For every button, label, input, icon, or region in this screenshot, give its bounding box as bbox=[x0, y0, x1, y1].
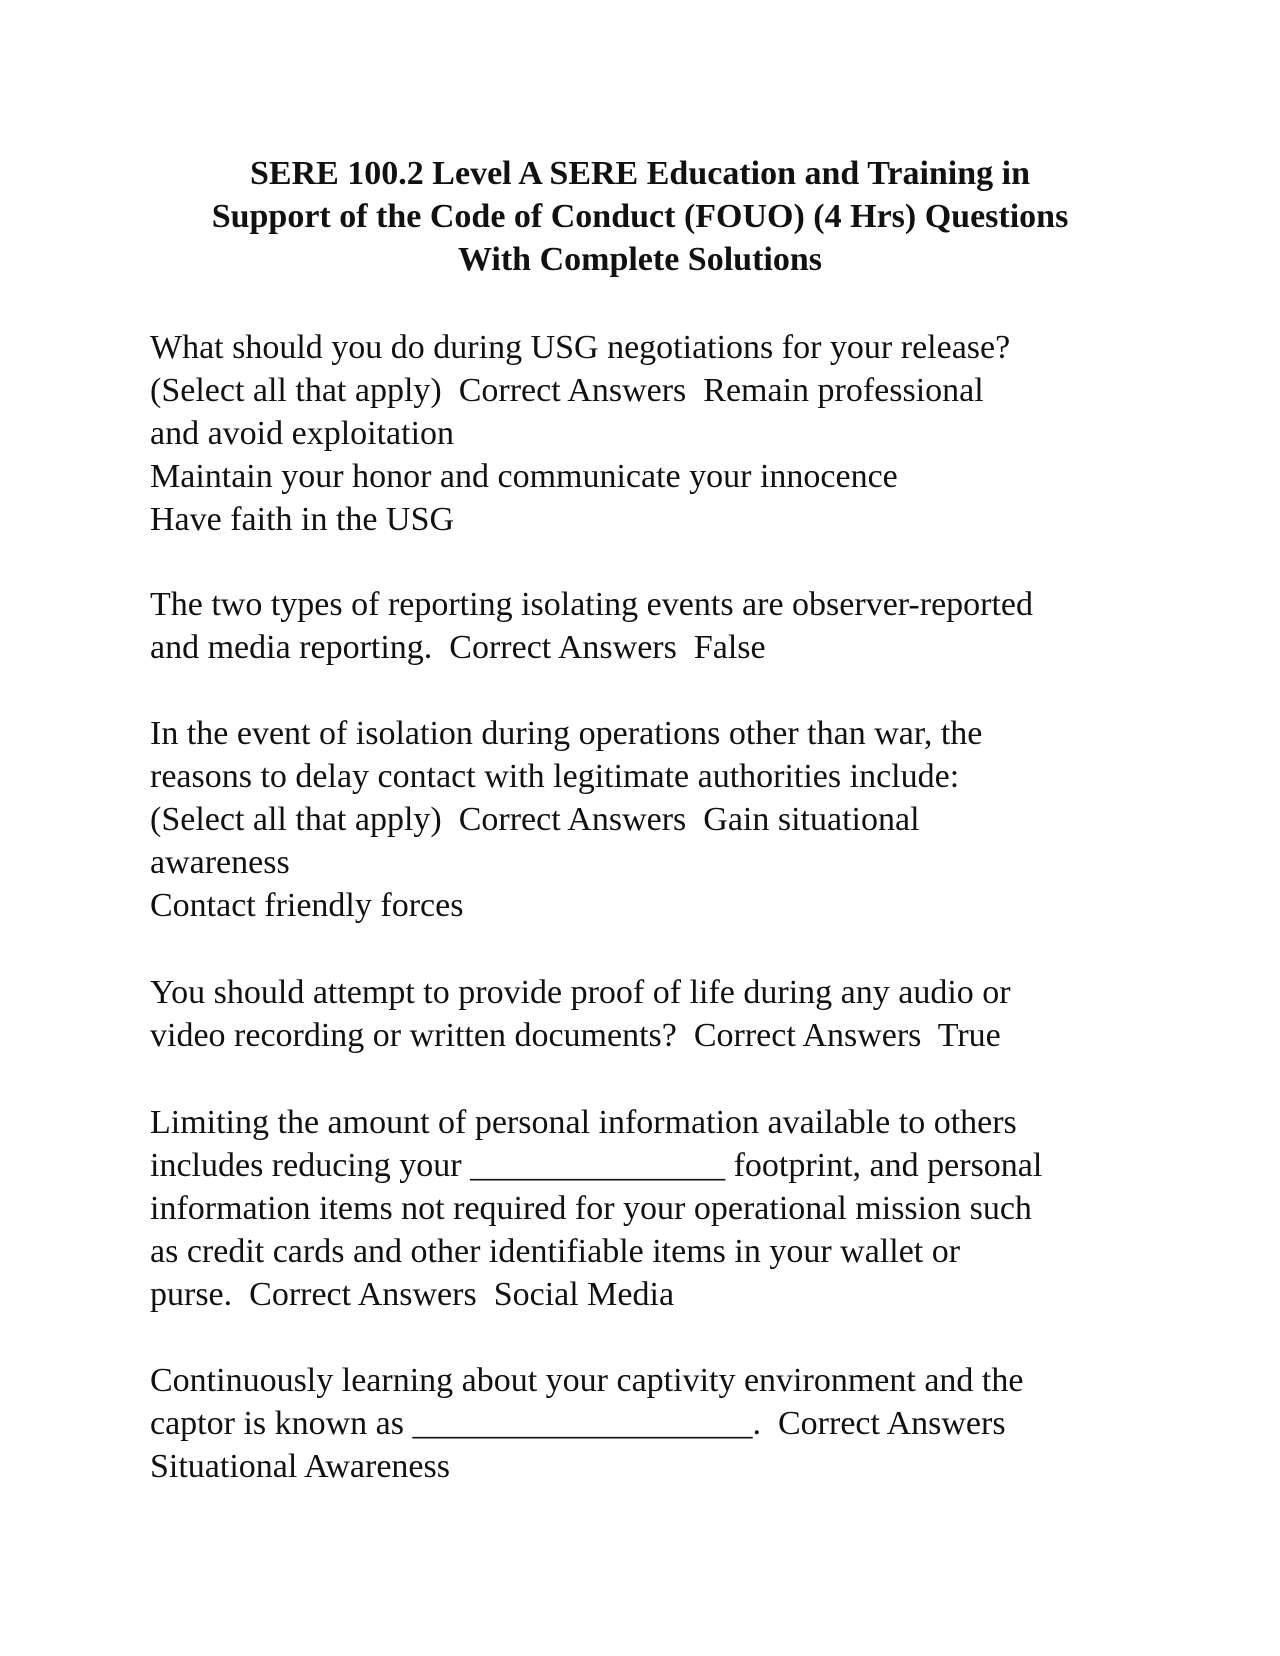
text-line: (Select all that apply) Correct Answers Remain professional bbox=[150, 372, 984, 409]
text-line: In the event of isolation during operations other than war, the bbox=[150, 715, 983, 752]
text-line: video recording or written documents? Correct Answers True bbox=[150, 1017, 1001, 1054]
text-line: Maintain your honor and communicate your innocence bbox=[150, 458, 898, 495]
text-line: What should you do during USG negotiations for your release? bbox=[150, 329, 1011, 366]
text-line: includes reducing your _______________ footprint, and personal bbox=[150, 1147, 1043, 1184]
title-line: SERE 100.2 Level A SERE Education and Training in bbox=[249, 155, 1031, 192]
text-line: reasons to delay contact with legitimate authorities include: bbox=[150, 758, 960, 795]
title-line: With Complete Solutions bbox=[458, 241, 822, 278]
qa-item-reporting-types bbox=[150, 583, 1150, 669]
title-line: Support of the Code of Conduct (FOUO) (4 Hrs) Questions bbox=[211, 198, 1069, 235]
document-title bbox=[150, 152, 1130, 281]
text-line: and avoid exploitation bbox=[150, 415, 455, 452]
text-line: Have faith in the USG bbox=[150, 501, 455, 538]
text-line: Continuously learning about your captivity environment and the bbox=[150, 1362, 1024, 1399]
text-line: Contact friendly forces bbox=[150, 887, 464, 924]
qa-item-proof-of-life bbox=[150, 971, 1150, 1057]
qa-item-personal-information bbox=[150, 1101, 1150, 1316]
text-line: purse. Correct Answers Social Media bbox=[150, 1276, 675, 1313]
text-line: captor is known as ____________________. Correct Answers bbox=[150, 1405, 1006, 1442]
qa-item-delay-contact bbox=[150, 712, 1150, 927]
text-line: awareness bbox=[150, 844, 290, 881]
text-line: Limiting the amount of personal information available to others bbox=[150, 1104, 1017, 1141]
text-line: and media reporting. Correct Answers False bbox=[150, 629, 766, 666]
text-line: The two types of reporting isolating events are observer-reported bbox=[150, 586, 1034, 623]
text-line: Situational Awareness bbox=[150, 1448, 450, 1485]
text-line: (Select all that apply) Correct Answers Gain situational bbox=[150, 801, 920, 838]
text-line: as credit cards and other identifiable items in your wallet or bbox=[150, 1233, 961, 1270]
text-line: You should attempt to provide proof of life during any audio or bbox=[150, 974, 1011, 1011]
text-line: information items not required for your operational mission such bbox=[150, 1190, 1032, 1227]
qa-item-situational-awareness bbox=[150, 1359, 1150, 1488]
qa-item-negotiations bbox=[150, 326, 1150, 541]
